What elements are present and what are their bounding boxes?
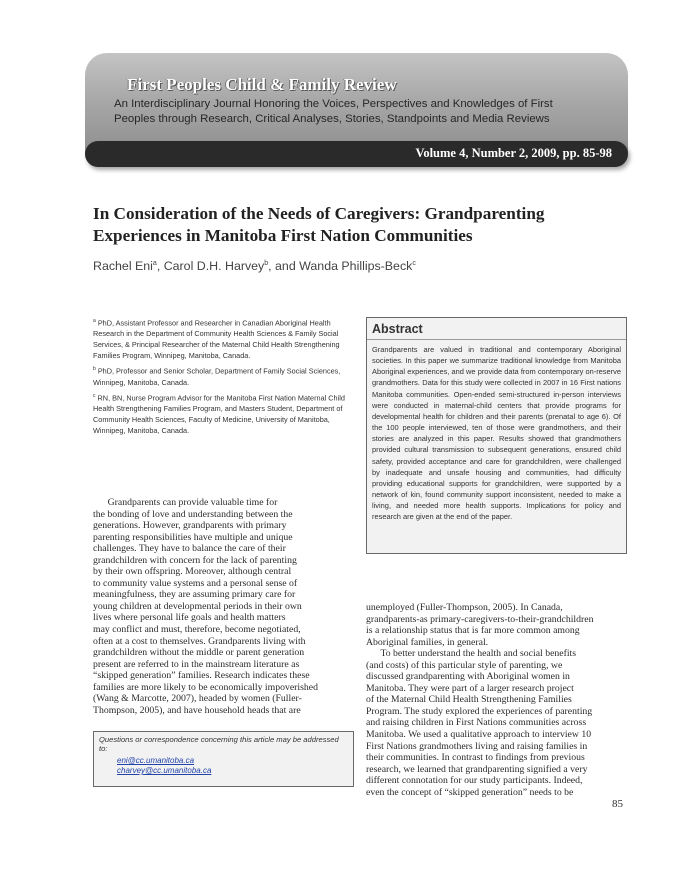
- body-text-line: different connotation for our study participants. Indeed,: [366, 775, 583, 787]
- affiliation-text: PhD, Assistant Professor and Researcher in Canadian Aboriginal Health Research in the Department of Community Health Sciences & Family Social Services, & Principal Researcher of the Maternal Child Health Strengthening Families Program, Winnipeg, Manitoba, Canada.: [93, 318, 340, 361]
- affiliations: [93, 316, 355, 439]
- body-text-line: grandchildren without the middle or parent generation: [93, 647, 305, 659]
- author-separator: , and: [268, 259, 300, 273]
- author-name: Carol D.H. Harvey: [163, 259, 265, 273]
- affiliation-item: [93, 364, 355, 387]
- body-text-line: present are referred to in the mainstream literature as: [93, 658, 300, 670]
- body-text-line: generations. However, grandparents with primary: [93, 520, 287, 532]
- correspondence-note: Questions or correspondence concerning this article may be addressed to:: [99, 735, 339, 753]
- email-link[interactable]: charvey@cc.umanitoba.ca: [117, 766, 212, 775]
- body-text-line: and raising children in First Nations communities across: [366, 717, 587, 729]
- article-title: [93, 203, 613, 247]
- author-separator: ,: [156, 259, 164, 273]
- author-mark: c: [412, 259, 416, 267]
- affiliation-text: PhD, Professor and Senior Scholar, Department of Family Social Sciences, Winnipeg, Manitoba, Canada.: [93, 366, 341, 387]
- journal-subtitle-line: Peoples through Research, Critical Analyses, Stories, Standpoints and Media Reviews: [114, 113, 550, 125]
- email-link[interactable]: eni@cc.umanitoba.ca: [117, 756, 195, 765]
- abstract-text: Grandparents are valued in traditional and contemporary Aboriginal societies. In this paper we summarize traditional knowledge from Manitoba Aboriginal experiences, and we provide data from contemporary on-reserve grandmothers. Data for this study were collected in 2007 in 16 First nations Manitoba communities. Open-ended semi-structured in-person interviews were conducted in maternal-child centers that provide programs for developmental health for children and their parents (prenatal to age 6). Of the 100 people interviewed, ten of those were grandmothers, and their stories are analyzed in this paper. Results showed that grandmothers provided cultural transmission to subsequent generations, ensured child safety, provided acceptance and care for grandchildren, were challenged by inadequate and unsafe housing and communities, had difficulty providing educational supports for grandchildren, were supported by a network of kin, found community support inconsistent, needed to make a living, and needed more health supports. Implications for policy and research are given at the end of the paper.: [372, 345, 621, 522]
- affiliation-mark: c: [93, 392, 96, 399]
- abstract-box: [366, 317, 627, 554]
- journal-banner: [85, 53, 628, 153]
- body-text-line: (Wang & Marcotte, 2007), headed by women (Fuller-: [93, 693, 302, 705]
- volume-info: Volume 4, Number 2, 2009, pp. 85-98: [415, 146, 612, 160]
- article-title-line: Experiences in Manitoba First Nation Communities: [93, 226, 473, 245]
- body-text-line: often at a cost to themselves. Grandparents living with: [93, 635, 306, 647]
- body-text-line: may conflict and must, therefore, become negotiated,: [93, 624, 301, 636]
- body-text-line: First Nations grandmothers living and raising families in: [366, 740, 588, 752]
- body-text-line: Aboriginal families, in general.: [366, 636, 489, 648]
- body-text-line: “skipped generation” families. Research indicates these: [93, 670, 310, 682]
- author-list: [93, 259, 416, 273]
- page-number: 85: [612, 798, 623, 810]
- author-mark: a: [152, 259, 157, 267]
- body-text-line: Grandparents can provide valuable time for: [93, 497, 278, 508]
- correspondence-box: [93, 731, 354, 787]
- body-text-line: grandchildren with concern for the lack of parenting: [93, 554, 297, 566]
- body-text-line: challenges. They have to balance the care of their: [93, 543, 286, 555]
- body-text-line: the bonding of love and understanding between the: [93, 508, 293, 520]
- article-title-line: In Consideration of the Needs of Caregivers: Grandparenting: [93, 204, 545, 223]
- body-text-line: To better understand the health and social benefits: [366, 648, 577, 660]
- body-text-line: families are more likely to be economically impoverished: [93, 681, 318, 693]
- body-text-line: (and costs) of this particular style of parenting, we: [366, 659, 563, 671]
- author-mark: b: [264, 259, 269, 267]
- body-text-line: meaningfulness, they are assuming primary care for: [93, 589, 296, 601]
- abstract-heading: Abstract: [367, 318, 626, 340]
- journal-subtitle-line: An Interdisciplinary Journal Honoring the Voices, Perspectives and Knowledges of First: [114, 98, 553, 110]
- affiliation-mark: b: [93, 366, 96, 373]
- affiliation-mark: a: [93, 318, 96, 324]
- body-text-line: even the concept of “skipped generation” needs to be: [366, 786, 574, 798]
- body-text-line: research, we learned that grandparenting signified a very: [366, 763, 588, 775]
- affiliation-item: [93, 391, 355, 436]
- body-text-line: grandparents-as primary-caregivers-to-their-grandchildren: [366, 613, 594, 625]
- body-text-line: lives where personal life goals and health matters: [93, 612, 286, 624]
- body-text-line: Thompson, 2005), and have household heads that are: [93, 704, 301, 716]
- body-right-column: [366, 602, 593, 798]
- body-left-column: [93, 497, 318, 716]
- body-text-line: parenting responsibilities have multiple and unique: [93, 531, 293, 543]
- volume-bar: [85, 141, 628, 167]
- body-text-line: Program. The study explored the experiences of parenting: [366, 705, 593, 717]
- body-text-line: of the Maternal Child Health Strengthening Families: [366, 694, 572, 706]
- journal-subtitle: [114, 97, 614, 127]
- body-text-line: to community value systems and a personal sense of: [93, 577, 298, 589]
- author-name: Wanda Phillips-Beck: [299, 259, 413, 273]
- body-text-line: is a relationship status that is far more common among: [366, 625, 580, 637]
- body-text-line: young children at developmental periods in their own: [93, 600, 302, 612]
- body-text-line: their communities. In contrast to findings from previous: [366, 752, 585, 764]
- body-text-line: discussed grandparenting with Aboriginal women in: [366, 671, 570, 683]
- body-text-line: by their own offspring. Moreover, although central: [93, 566, 292, 578]
- body-text-line: Manitoba. They were part of a larger research project: [366, 682, 574, 694]
- author-name: Rachel Eni: [93, 259, 153, 273]
- affiliation-item: [93, 316, 355, 361]
- body-text-line: Manitoba. We used a qualitative approach to interview 10: [366, 729, 592, 741]
- journal-name: First Peoples Child & Family Review: [127, 75, 397, 94]
- affiliation-text: RN, BN, Nurse Program Advisor for the Manitoba First Nation Maternal Child Health Strengthening Families Program, and Masters Student, Department of Community Health Sciences, Faculty of Medicine, University of Manitoba, Winnipeg, Manitoba, Canada.: [93, 393, 345, 436]
- body-text-line: unemployed (Fuller-Thompson, 2005). In Canada,: [366, 602, 563, 613]
